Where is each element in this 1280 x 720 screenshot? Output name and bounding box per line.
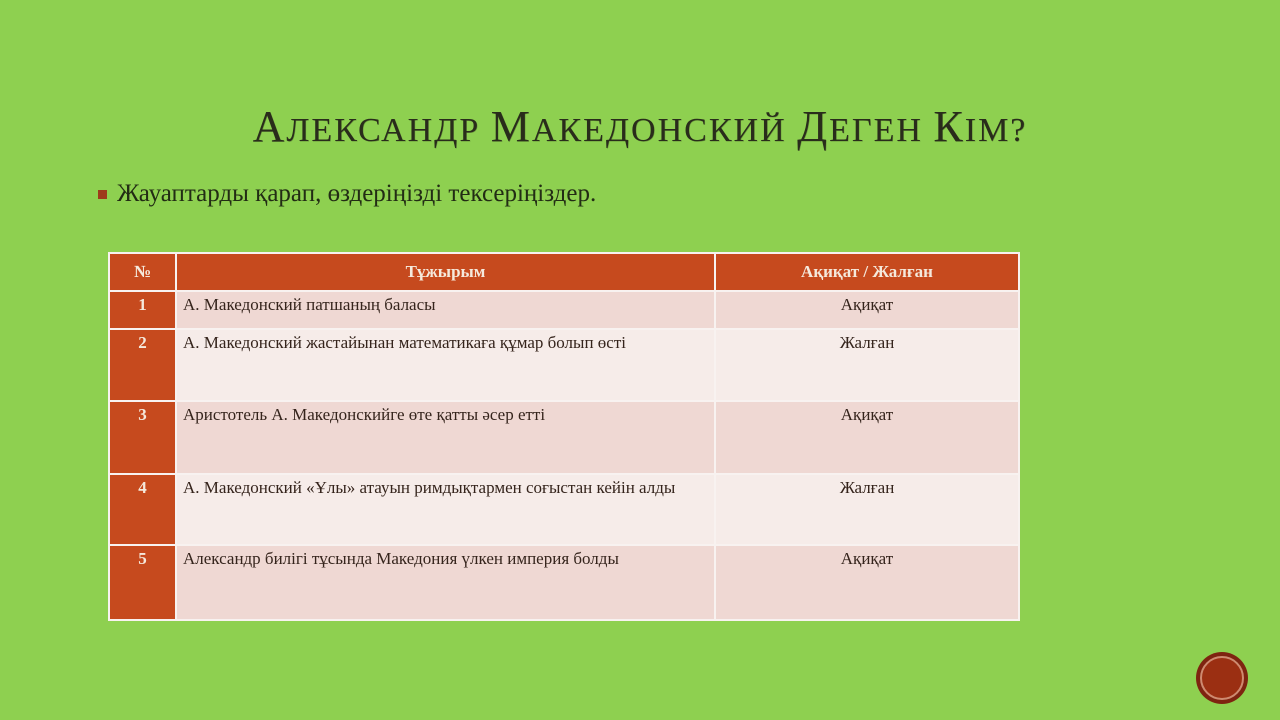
- table-row: [109, 291, 1019, 329]
- table-row: [109, 545, 1019, 620]
- row-answer: Жалған: [715, 329, 1019, 401]
- row-answer: Жалған: [715, 474, 1019, 545]
- row-answer: Ақиқат: [715, 291, 1019, 329]
- row-statement: А. Македонский «Ұлы» атауын римдықтармен соғыстан кейін алды: [176, 474, 715, 545]
- header-statement: Тұжырым: [176, 253, 715, 291]
- row-answer: Ақиқат: [715, 401, 1019, 474]
- table-row: [109, 474, 1019, 545]
- bullet-text: Жауаптарды қарап, өздеріңізді тексеріңіздер.: [117, 180, 597, 207]
- bullet-square-icon: [98, 190, 107, 199]
- header-number: №: [109, 253, 176, 291]
- row-answer: Ақиқат: [715, 545, 1019, 620]
- stamp-badge-icon: [1196, 652, 1248, 704]
- answers-table: [108, 252, 1020, 621]
- row-statement: А. Македонский жастайынан математикаға құмар болып өсті: [176, 329, 715, 401]
- row-statement: А. Македонский патшаның баласы: [176, 291, 715, 329]
- table-row: [109, 401, 1019, 474]
- row-number: 4: [109, 474, 176, 545]
- row-number: 1: [109, 291, 176, 329]
- header-answer: Ақиқат / Жалған: [715, 253, 1019, 291]
- row-statement: Аристотель А. Македонскийге өте қатты әсер етті: [176, 401, 715, 474]
- row-number: 3: [109, 401, 176, 474]
- bullet-line: [98, 180, 596, 208]
- table-row: [109, 329, 1019, 401]
- row-statement: Александр билігі тұсында Македония үлкен империя болды: [176, 545, 715, 620]
- table-header-row: [109, 253, 1019, 291]
- row-number: 5: [109, 545, 176, 620]
- row-number: 2: [109, 329, 176, 401]
- slide-title: АЛЕКСАНДР МАКЕДОНСКИЙ ДЕГЕН КІМ?: [252, 102, 1028, 151]
